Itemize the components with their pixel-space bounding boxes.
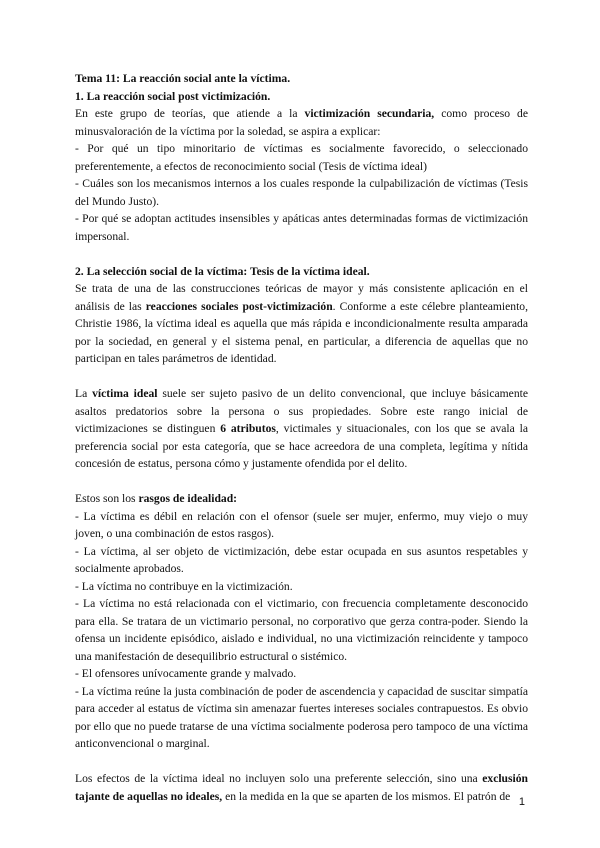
section-2-list-item: - La víctima no contribuye en la victimización. bbox=[75, 579, 293, 593]
section-2-heading: 2. La selección social de la víctima: Tesis de la víctima ideal. bbox=[75, 264, 370, 278]
emphasis-reacciones-sociales: reacciones sociales post-victimización bbox=[145, 299, 333, 313]
paragraph-gap bbox=[75, 368, 528, 386]
section-2-list-item: - La víctima reúne la justa combinación de poder de ascendencia y capacidad de suscitar simpatía para acceder al estatus de víctima sin amenazar fuertes intereses sociales contrapuestos. Es obvio por ello que no puede tratarse de una víctima socialmente poderosa pero tampoco de una víctima anticonvencional o marginal. bbox=[75, 684, 528, 750]
paragraph-gap bbox=[75, 473, 528, 491]
section-2-paragraph: Los efectos de la víctima ideal no incluyen solo una preferente selección, sino una exclusión tajante de aquellas no ideales, en la medida en la que se aparten de los mismos. El patrón de bbox=[75, 772, 528, 803]
section-2-list-item: - El ofensores unívocamente grande y malvado. bbox=[75, 667, 297, 680]
section-2-paragraph: Estos son los rasgos de idealidad: bbox=[75, 492, 238, 505]
section-1-list-item: - Por qué un tipo minoritario de víctimas es socialmente favorecido, o seleccionado preferentemente, a efectos de reconocimiento social (Tesis de víctima ideal) bbox=[75, 142, 528, 173]
emphasis-rasgos-idealidad: rasgos de idealidad: bbox=[138, 492, 238, 505]
emphasis-exclusion-tajante: exclusión tajante de aquellas no ideales, bbox=[75, 772, 528, 803]
section-1-heading: 1. La reacción social post victimización. bbox=[75, 89, 271, 103]
section-2-list-item: - La víctima es débil en relación con el ofensor (suele ser mujer, enfermo, muy viejo o muy joven, o una combinación de estos rasgos). bbox=[75, 509, 528, 540]
section-1-list-item: - Por qué se adoptan actitudes insensibles y apáticas antes determinadas formas de victimización impersonal. bbox=[75, 212, 528, 243]
emphasis-6-atributos: 6 atributos bbox=[220, 422, 276, 435]
section-1-paragraph: En este grupo de teorías, que atiende a la victimización secundaria, como proceso de minusvaloración de la víctima por la soledad, se aspira a explicar: bbox=[75, 107, 529, 138]
emphasis-victima-ideal: víctima ideal bbox=[92, 387, 158, 400]
page-number: 1 bbox=[518, 796, 525, 808]
paragraph-gap bbox=[75, 753, 528, 771]
document-body bbox=[75, 70, 528, 805]
paragraph-gap bbox=[75, 245, 528, 263]
section-2-list-item: - La víctima no está relacionada con el victimario, con frecuencia completamente desconocido para ella. Se tratara de un victimario personal, no corporativo que gerza contra-poder. Siendo la ofensa un incidente episódico, aislado e individual, no una victimización reincidente y tampoco una manifestación de desequilibrio estructural o sistémico. bbox=[75, 597, 528, 663]
document-title: Tema 11: La reacción social ante la víctima. bbox=[75, 72, 291, 85]
section-2-paragraph: La víctima ideal suele ser sujeto pasivo de un delito convencional, que incluye básicamente asaltos predatorios sobre la persona o sus propiedades. Sobre este rango inicial de victimizaciones se distinguen 6 atributos, victimales y situacionales, con los que se avala la preferencia social por esta categoría, que se hace acreedora de una completa, legítima y nítida concesión de estatus, persona cómo y justamente ofendida por el delito. bbox=[75, 387, 528, 470]
section-2-list-item: - La víctima, al ser objeto de victimización, debe estar ocupada en sus asuntos respetables y socialmente aprobados. bbox=[75, 544, 528, 575]
emphasis-victimizacion-secundaria: victimización secundaria, bbox=[304, 107, 435, 120]
section-1-list-item: - Cuáles son los mecanismos internos a los cuales responde la culpabilización de víctimas (Tesis del Mundo Justo). bbox=[75, 177, 528, 208]
section-2-paragraph: Se trata de una de las construcciones teóricas de mayor y más consistente aplicación en el análisis de las reacciones sociales post-victimización. Conforme a este célebre planteamiento, Christie 1986, la víctima ideal es aquella que más rápida e incondicionalmente resulta amparada por la sociedad, en general y el sistema penal, en particular, a diferencia de aquellas que no participan en tales parámetros de identidad. bbox=[75, 282, 529, 365]
